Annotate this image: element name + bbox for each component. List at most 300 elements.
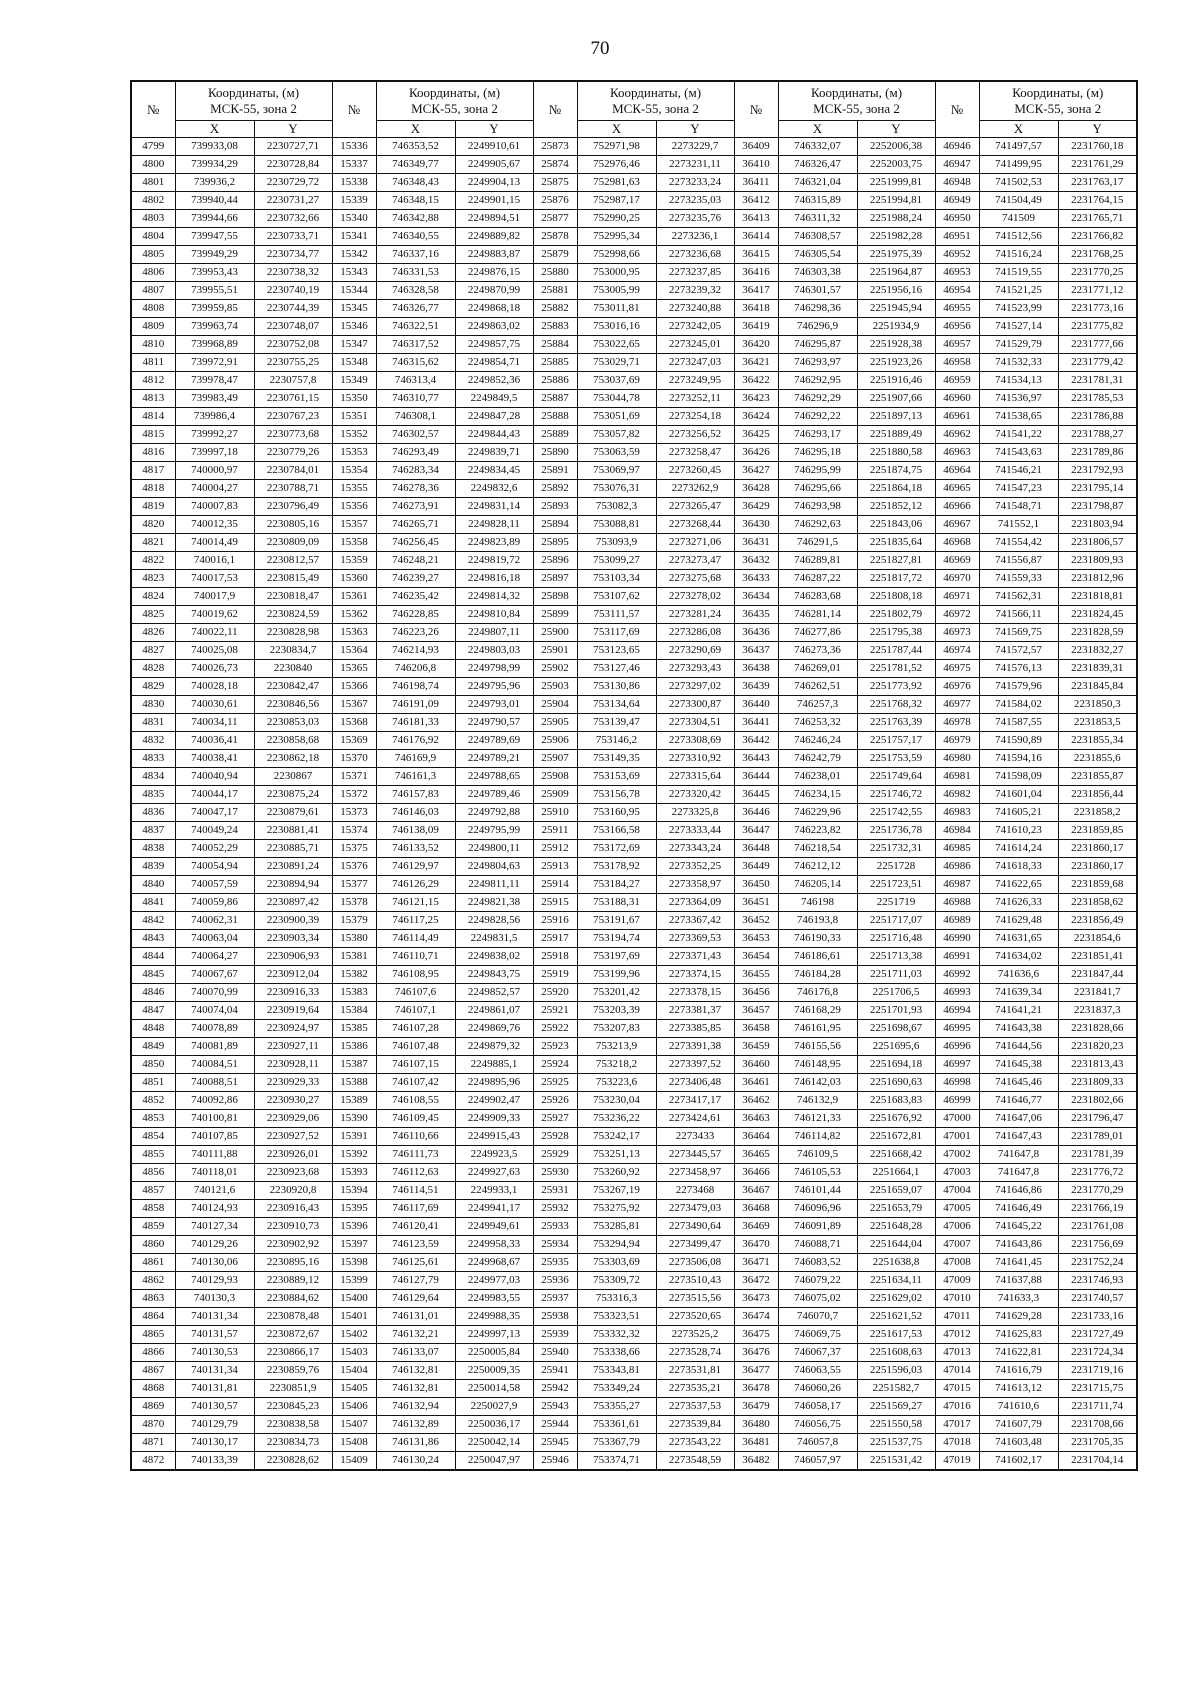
point-number-cell: 46960 [935, 390, 979, 408]
coord-x-cell: 746283,34 [376, 462, 455, 480]
coord-x-cell: 741645,22 [979, 1218, 1058, 1236]
coord-y-cell: 2273406,48 [656, 1074, 734, 1092]
table-row [131, 228, 1137, 246]
point-number-cell: 25939 [533, 1326, 577, 1344]
point-number-cell: 4866 [131, 1344, 175, 1362]
table-row [131, 786, 1137, 804]
coord-y-cell: 2230728,84 [254, 156, 332, 174]
point-number-cell: 4869 [131, 1398, 175, 1416]
coord-x-cell: 746070,7 [778, 1308, 857, 1326]
coord-y-cell: 2230926,01 [254, 1146, 332, 1164]
point-number-cell: 36428 [734, 480, 778, 498]
coord-x-cell: 746315,89 [778, 192, 857, 210]
point-number-cell: 47015 [935, 1380, 979, 1398]
coord-y-cell: 2251889,49 [857, 426, 935, 444]
point-number-cell: 25920 [533, 984, 577, 1002]
coord-x-cell: 746107,15 [376, 1056, 455, 1074]
coord-y-cell: 2231761,08 [1058, 1218, 1137, 1236]
coord-y-cell: 2230805,16 [254, 516, 332, 534]
coord-x-cell: 753223,6 [577, 1074, 656, 1092]
coord-y-cell: 2251638,8 [857, 1254, 935, 1272]
coord-x-cell: 753029,71 [577, 354, 656, 372]
coord-x-cell: 741614,24 [979, 840, 1058, 858]
coord-x-cell: 740034,11 [175, 714, 254, 732]
coord-x-cell: 740070,99 [175, 984, 254, 1002]
point-number-cell: 4811 [131, 354, 175, 372]
coord-y-cell: 2273520,65 [656, 1308, 734, 1326]
point-number-cell: 15407 [332, 1416, 376, 1434]
point-number-cell: 36422 [734, 372, 778, 390]
point-number-cell: 36459 [734, 1038, 778, 1056]
coord-y-cell: 2230828,62 [254, 1452, 332, 1471]
coord-x-cell: 746214,93 [376, 642, 455, 660]
coord-x-cell: 746292,95 [778, 372, 857, 390]
coord-x-cell: 753338,66 [577, 1344, 656, 1362]
coord-y-cell: 2230879,61 [254, 804, 332, 822]
coord-y-cell: 2230738,32 [254, 264, 332, 282]
header-y-label: Y [254, 121, 332, 138]
coord-y-cell: 2249831,5 [455, 930, 533, 948]
point-number-cell: 4853 [131, 1110, 175, 1128]
coord-x-cell: 746295,18 [778, 444, 857, 462]
coord-y-cell: 2273254,18 [656, 408, 734, 426]
coord-y-cell: 2230761,15 [254, 390, 332, 408]
point-number-cell: 4848 [131, 1020, 175, 1038]
table-row [131, 1020, 1137, 1038]
table-row [131, 192, 1137, 210]
coord-y-cell: 2273240,88 [656, 300, 734, 318]
point-number-cell: 4813 [131, 390, 175, 408]
coord-x-cell: 746257,3 [778, 696, 857, 714]
coord-y-cell: 2251608,63 [857, 1344, 935, 1362]
coord-y-cell: 2249790,57 [455, 714, 533, 732]
coord-x-cell: 753303,69 [577, 1254, 656, 1272]
header-y-label: Y [857, 121, 935, 138]
point-number-cell: 36414 [734, 228, 778, 246]
header-coordinates-line1: Координаты, (м) [207, 85, 300, 100]
coord-x-cell: 746132,94 [376, 1398, 455, 1416]
coord-x-cell: 740062,31 [175, 912, 254, 930]
coord-y-cell: 2230866,17 [254, 1344, 332, 1362]
coord-y-cell: 2251749,64 [857, 768, 935, 786]
coord-y-cell: 2249792,88 [455, 804, 533, 822]
coord-y-cell: 2273535,21 [656, 1380, 734, 1398]
point-number-cell: 15405 [332, 1380, 376, 1398]
coord-x-cell: 746123,59 [376, 1236, 455, 1254]
point-number-cell: 15368 [332, 714, 376, 732]
point-number-cell: 25937 [533, 1290, 577, 1308]
coord-x-cell: 753199,96 [577, 966, 656, 984]
coord-x-cell: 740131,81 [175, 1380, 254, 1398]
point-number-cell: 36477 [734, 1362, 778, 1380]
point-number-cell: 46978 [935, 714, 979, 732]
coord-y-cell: 2251723,51 [857, 876, 935, 894]
coord-x-cell: 753093,9 [577, 534, 656, 552]
coord-y-cell: 2251659,07 [857, 1182, 935, 1200]
table-row [131, 498, 1137, 516]
coord-y-cell: 2273325,8 [656, 804, 734, 822]
point-number-cell: 36423 [734, 390, 778, 408]
table-body [131, 138, 1137, 1471]
coord-x-cell: 740064,27 [175, 948, 254, 966]
coord-y-cell: 2231855,87 [1058, 768, 1137, 786]
coord-y-cell: 2273286,08 [656, 624, 734, 642]
table-row [131, 516, 1137, 534]
point-number-cell: 25942 [533, 1380, 577, 1398]
header-coordinates-label [577, 81, 734, 121]
coord-x-cell: 741610,6 [979, 1398, 1058, 1416]
header-y-label: Y [455, 121, 533, 138]
point-number-cell: 36441 [734, 714, 778, 732]
coord-x-cell: 746133,52 [376, 840, 455, 858]
coord-x-cell: 746132,81 [376, 1380, 455, 1398]
coord-x-cell: 739968,89 [175, 336, 254, 354]
point-number-cell: 46991 [935, 948, 979, 966]
point-number-cell: 46969 [935, 552, 979, 570]
point-number-cell: 15342 [332, 246, 376, 264]
header-x-label: X [979, 121, 1058, 138]
coord-y-cell: 2230912,04 [254, 966, 332, 984]
coord-y-cell: 2251668,42 [857, 1146, 935, 1164]
table-row [131, 408, 1137, 426]
coord-x-cell: 741629,48 [979, 912, 1058, 930]
point-number-cell: 15340 [332, 210, 376, 228]
point-number-cell: 36420 [734, 336, 778, 354]
coord-y-cell: 2230727,71 [254, 138, 332, 156]
point-number-cell: 4841 [131, 894, 175, 912]
coord-x-cell: 746235,42 [376, 588, 455, 606]
coord-y-cell: 2251916,46 [857, 372, 935, 390]
coord-y-cell: 2231860,17 [1058, 858, 1137, 876]
coord-x-cell: 746295,99 [778, 462, 857, 480]
point-number-cell: 4867 [131, 1362, 175, 1380]
coord-x-cell: 753201,42 [577, 984, 656, 1002]
point-number-cell: 46996 [935, 1038, 979, 1056]
coord-y-cell: 2273528,74 [656, 1344, 734, 1362]
point-number-cell: 25901 [533, 642, 577, 660]
coord-x-cell: 746205,14 [778, 876, 857, 894]
coord-x-cell: 741559,33 [979, 570, 1058, 588]
coord-y-cell: 2249923,5 [455, 1146, 533, 1164]
point-number-cell: 47001 [935, 1128, 979, 1146]
coord-y-cell: 2273543,22 [656, 1434, 734, 1452]
coord-x-cell: 746110,71 [376, 948, 455, 966]
table-row [131, 354, 1137, 372]
coord-x-cell: 746131,01 [376, 1308, 455, 1326]
coord-x-cell: 739934,29 [175, 156, 254, 174]
coord-x-cell: 741594,16 [979, 750, 1058, 768]
coord-y-cell: 2230809,09 [254, 534, 332, 552]
coord-y-cell: 2230858,68 [254, 732, 332, 750]
coord-x-cell: 753207,83 [577, 1020, 656, 1038]
point-number-cell: 25886 [533, 372, 577, 390]
coord-x-cell: 746234,15 [778, 786, 857, 804]
coord-y-cell: 2273381,37 [656, 1002, 734, 1020]
point-number-cell: 47018 [935, 1434, 979, 1452]
point-number-cell: 36474 [734, 1308, 778, 1326]
coord-y-cell: 2231764,15 [1058, 192, 1137, 210]
coord-x-cell: 746057,8 [778, 1434, 857, 1452]
coord-x-cell: 740129,79 [175, 1416, 254, 1434]
point-number-cell: 36475 [734, 1326, 778, 1344]
point-number-cell: 15382 [332, 966, 376, 984]
coord-y-cell: 2249958,33 [455, 1236, 533, 1254]
point-number-cell: 36473 [734, 1290, 778, 1308]
table-row [131, 714, 1137, 732]
coord-y-cell: 2251781,52 [857, 660, 935, 678]
coord-x-cell: 746332,07 [778, 138, 857, 156]
point-number-cell: 25945 [533, 1434, 577, 1452]
coord-y-cell: 2249789,46 [455, 786, 533, 804]
table-row [131, 1200, 1137, 1218]
coord-x-cell: 746348,43 [376, 174, 455, 192]
coord-y-cell: 2231850,3 [1058, 696, 1137, 714]
coord-x-cell: 746273,36 [778, 642, 857, 660]
coord-y-cell: 2250005,84 [455, 1344, 533, 1362]
coord-x-cell: 746126,29 [376, 876, 455, 894]
point-number-cell: 36416 [734, 264, 778, 282]
coord-y-cell: 2251706,5 [857, 984, 935, 1002]
coord-x-cell: 746111,73 [376, 1146, 455, 1164]
coord-y-cell: 2252003,75 [857, 156, 935, 174]
coord-x-cell: 740036,41 [175, 732, 254, 750]
coord-x-cell: 753134,64 [577, 696, 656, 714]
coord-x-cell: 753153,69 [577, 768, 656, 786]
coord-x-cell: 746148,95 [778, 1056, 857, 1074]
point-number-cell: 36446 [734, 804, 778, 822]
coord-x-cell: 746322,51 [376, 318, 455, 336]
point-number-cell: 36430 [734, 516, 778, 534]
coord-y-cell: 2231740,57 [1058, 1290, 1137, 1308]
coord-x-cell: 746295,87 [778, 336, 857, 354]
point-number-cell: 36462 [734, 1092, 778, 1110]
coord-y-cell: 2230872,67 [254, 1326, 332, 1344]
coord-x-cell: 741509 [979, 210, 1058, 228]
coord-x-cell: 753000,95 [577, 264, 656, 282]
point-number-cell: 47002 [935, 1146, 979, 1164]
table-row [131, 264, 1137, 282]
coord-x-cell: 739940,44 [175, 192, 254, 210]
point-number-cell: 4851 [131, 1074, 175, 1092]
coord-y-cell: 2251728 [857, 858, 935, 876]
point-number-cell: 4846 [131, 984, 175, 1002]
table-row [131, 246, 1137, 264]
coord-x-cell: 746191,09 [376, 696, 455, 714]
coord-x-cell: 740131,34 [175, 1308, 254, 1326]
point-number-cell: 25919 [533, 966, 577, 984]
coord-y-cell: 2251664,1 [857, 1164, 935, 1182]
point-number-cell: 15381 [332, 948, 376, 966]
table-row [131, 1182, 1137, 1200]
coord-y-cell: 2230732,66 [254, 210, 332, 228]
point-number-cell: 4821 [131, 534, 175, 552]
coord-y-cell: 2251742,55 [857, 804, 935, 822]
point-number-cell: 4837 [131, 822, 175, 840]
header-coordinates-line1: Координаты, (м) [810, 85, 903, 100]
coord-x-cell: 746063,55 [778, 1362, 857, 1380]
coord-y-cell: 2273548,59 [656, 1452, 734, 1471]
coord-x-cell: 746169,9 [376, 750, 455, 768]
coord-x-cell: 753275,92 [577, 1200, 656, 1218]
coord-y-cell: 2231855,6 [1058, 750, 1137, 768]
coord-x-cell: 741552,1 [979, 516, 1058, 534]
header-coordinates-line1: Координаты, (м) [609, 85, 702, 100]
coord-x-cell: 739986,4 [175, 408, 254, 426]
coord-x-cell: 741622,65 [979, 876, 1058, 894]
coord-x-cell: 746239,27 [376, 570, 455, 588]
coord-y-cell: 2251736,78 [857, 822, 935, 840]
coord-x-cell: 741541,22 [979, 426, 1058, 444]
coord-y-cell: 2230752,08 [254, 336, 332, 354]
coord-y-cell: 2249821,38 [455, 894, 533, 912]
coord-y-cell: 2231845,84 [1058, 678, 1137, 696]
point-number-cell: 15385 [332, 1020, 376, 1038]
coord-x-cell: 746060,26 [778, 1380, 857, 1398]
point-number-cell: 36440 [734, 696, 778, 714]
point-number-cell: 25890 [533, 444, 577, 462]
table-row [131, 1272, 1137, 1290]
point-number-cell: 36415 [734, 246, 778, 264]
coord-x-cell: 746313,4 [376, 372, 455, 390]
point-number-cell: 25879 [533, 246, 577, 264]
point-number-cell: 15392 [332, 1146, 376, 1164]
table-row [131, 876, 1137, 894]
coord-x-cell: 740074,04 [175, 1002, 254, 1020]
point-number-cell: 15364 [332, 642, 376, 660]
table-row [131, 804, 1137, 822]
coord-x-cell: 746117,25 [376, 912, 455, 930]
point-number-cell: 46965 [935, 480, 979, 498]
coord-y-cell: 2230757,8 [254, 372, 332, 390]
point-number-cell: 46967 [935, 516, 979, 534]
coord-x-cell: 746317,52 [376, 336, 455, 354]
coord-x-cell: 741634,02 [979, 948, 1058, 966]
coord-y-cell: 2230929,33 [254, 1074, 332, 1092]
table-row [131, 1164, 1137, 1182]
point-number-cell: 4840 [131, 876, 175, 894]
coord-x-cell: 741548,71 [979, 498, 1058, 516]
coord-x-cell: 753172,69 [577, 840, 656, 858]
coord-y-cell: 2251621,52 [857, 1308, 935, 1326]
coord-y-cell: 2251732,31 [857, 840, 935, 858]
point-number-cell: 15357 [332, 516, 376, 534]
coord-y-cell: 2250036,17 [455, 1416, 533, 1434]
point-number-cell: 4859 [131, 1218, 175, 1236]
point-number-cell: 4799 [131, 138, 175, 156]
point-number-cell: 36454 [734, 948, 778, 966]
coord-y-cell: 2231802,66 [1058, 1092, 1137, 1110]
point-number-cell: 25883 [533, 318, 577, 336]
coord-y-cell: 2251956,16 [857, 282, 935, 300]
coord-x-cell: 753099,27 [577, 552, 656, 570]
point-number-cell: 25921 [533, 1002, 577, 1020]
header-coordinates-label [376, 81, 533, 121]
coord-x-cell: 740121,6 [175, 1182, 254, 1200]
coord-x-cell: 753011,81 [577, 300, 656, 318]
coord-y-cell: 2231727,49 [1058, 1326, 1137, 1344]
table-row [131, 1398, 1137, 1416]
coord-y-cell: 2252006,38 [857, 138, 935, 156]
page-number: 70 [590, 38, 610, 59]
point-number-cell: 4836 [131, 804, 175, 822]
coord-x-cell: 753063,59 [577, 444, 656, 462]
point-number-cell: 46955 [935, 300, 979, 318]
coord-x-cell: 753103,34 [577, 570, 656, 588]
point-number-cell: 15394 [332, 1182, 376, 1200]
table-row [131, 462, 1137, 480]
coord-x-cell: 739963,74 [175, 318, 254, 336]
coord-x-cell: 746109,45 [376, 1110, 455, 1128]
coord-y-cell: 2273258,47 [656, 444, 734, 462]
coord-x-cell: 746287,22 [778, 570, 857, 588]
table-row [131, 1362, 1137, 1380]
coord-x-cell: 746168,29 [778, 1002, 857, 1020]
table-row [131, 1290, 1137, 1308]
coord-x-cell: 746228,85 [376, 606, 455, 624]
point-number-cell: 36467 [734, 1182, 778, 1200]
point-number-cell: 36455 [734, 966, 778, 984]
point-number-cell: 4856 [131, 1164, 175, 1182]
point-number-cell: 4829 [131, 678, 175, 696]
coord-y-cell: 2249843,75 [455, 966, 533, 984]
coord-y-cell: 2231766,19 [1058, 1200, 1137, 1218]
coord-x-cell: 741641,45 [979, 1254, 1058, 1272]
point-number-cell: 15370 [332, 750, 376, 768]
header-coordinates-label [175, 81, 332, 121]
point-number-cell: 36452 [734, 912, 778, 930]
coord-x-cell: 746256,45 [376, 534, 455, 552]
coord-x-cell: 746348,15 [376, 192, 455, 210]
coord-y-cell: 2249798,99 [455, 660, 533, 678]
coord-y-cell: 2251864,18 [857, 480, 935, 498]
coord-y-cell: 2251550,58 [857, 1416, 935, 1434]
coord-y-cell: 2273539,84 [656, 1416, 734, 1434]
point-number-cell: 4826 [131, 624, 175, 642]
point-number-cell: 25900 [533, 624, 577, 642]
coord-x-cell: 741626,33 [979, 894, 1058, 912]
table-row [131, 372, 1137, 390]
coord-y-cell: 2230834,7 [254, 642, 332, 660]
coord-y-cell: 2231775,82 [1058, 318, 1137, 336]
coord-y-cell: 2251907,66 [857, 390, 935, 408]
point-number-cell: 15358 [332, 534, 376, 552]
point-number-cell: 47008 [935, 1254, 979, 1272]
coord-x-cell: 746342,88 [376, 210, 455, 228]
point-number-cell: 15367 [332, 696, 376, 714]
table-row [131, 1254, 1137, 1272]
point-number-cell: 15378 [332, 894, 376, 912]
coord-x-cell: 753184,27 [577, 876, 656, 894]
point-number-cell: 47004 [935, 1182, 979, 1200]
coord-y-cell: 2251757,17 [857, 732, 935, 750]
table-row [131, 426, 1137, 444]
point-number-cell: 36448 [734, 840, 778, 858]
point-number-cell: 36429 [734, 498, 778, 516]
table-row [131, 1236, 1137, 1254]
coord-y-cell: 2249828,11 [455, 516, 533, 534]
coord-y-cell: 2273231,11 [656, 156, 734, 174]
point-number-cell: 4862 [131, 1272, 175, 1290]
point-number-cell: 25916 [533, 912, 577, 930]
coord-x-cell: 741647,8 [979, 1146, 1058, 1164]
point-number-cell: 46998 [935, 1074, 979, 1092]
coord-x-cell: 753349,24 [577, 1380, 656, 1398]
coord-y-cell: 2273352,25 [656, 858, 734, 876]
coord-y-cell: 2231856,49 [1058, 912, 1137, 930]
coord-x-cell: 753117,69 [577, 624, 656, 642]
coord-y-cell: 2231820,23 [1058, 1038, 1137, 1056]
coord-x-cell: 740092,86 [175, 1092, 254, 1110]
